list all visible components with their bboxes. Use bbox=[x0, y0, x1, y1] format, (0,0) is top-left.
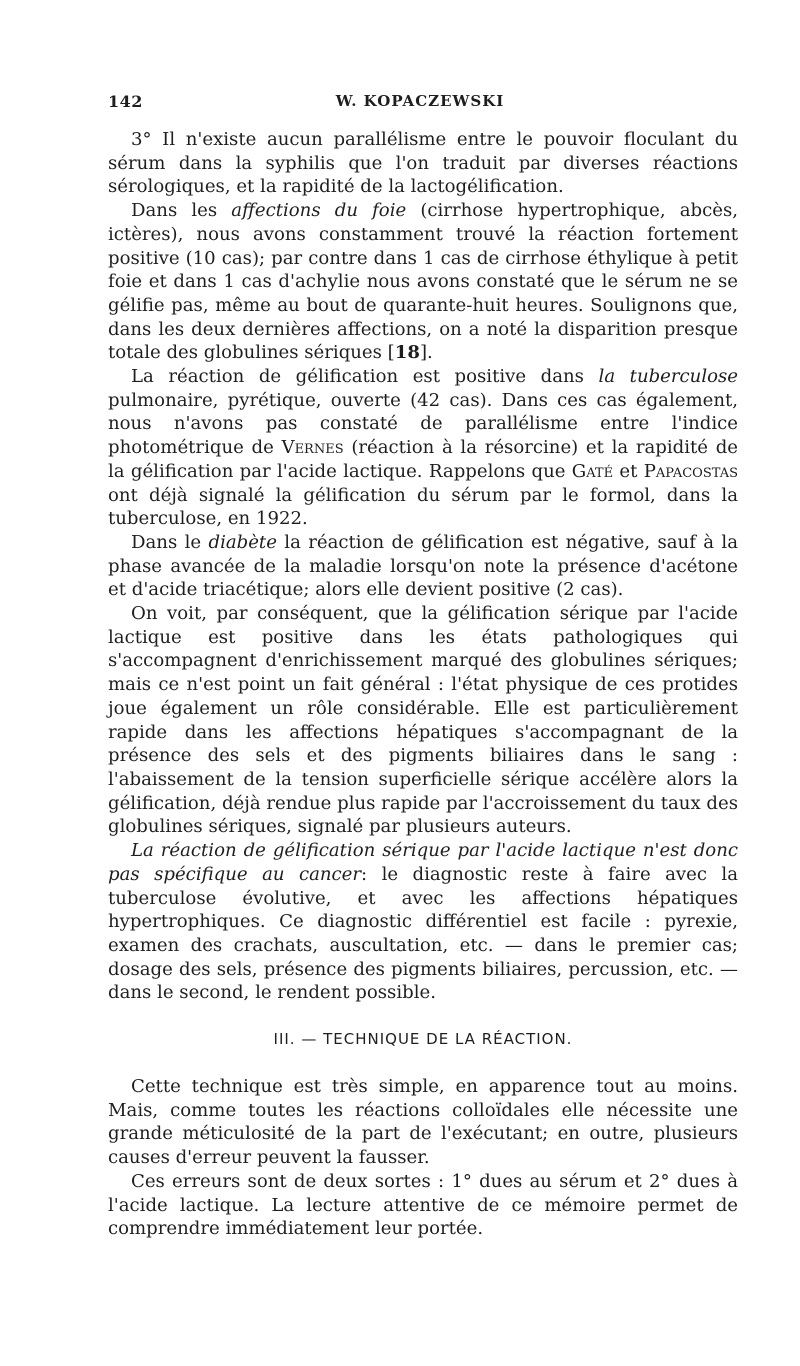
page-number: 142 bbox=[108, 92, 143, 111]
text-run: Dans le bbox=[131, 531, 209, 553]
text-run: pulmonaire, pyrétique, ouverte (42 cas). Dans ces cas également, nous n'avons pas constaté de parallélisme entre l'indice photométrique de bbox=[108, 389, 738, 459]
emphasis-conclusion: La réaction de gélification sérique par l'acide lactique n'est donc pas spécifique au cancer bbox=[108, 840, 738, 885]
page-header bbox=[108, 92, 732, 116]
paragraph-7: Cette technique est très simple, en apparence tout au moins. Mais, comme toutes les réactions colloïdales elle nécessite une grande méticulosité de la part de l'exécutant; en outre, plusieurs causes d'erreur peuvent la fausser. bbox=[108, 1076, 738, 1169]
text-run: dues à l'acide lactique. La lecture attentive de ce mémoire permet de comprendre immédiatement leur portée. bbox=[108, 1170, 738, 1240]
text-run: et bbox=[613, 460, 644, 482]
paragraph-8 bbox=[108, 1170, 738, 1241]
paragraph-1: 3° Il n'existe aucun parallélisme entre le pouvoir floculant du sérum dans la syphilis que l'on traduit par diverses réactions sérologiques, et la rapidité de la lactogélification. bbox=[108, 129, 738, 198]
author-vernes: Vernes bbox=[281, 437, 344, 459]
author-gate: Gaté bbox=[571, 460, 614, 482]
emphasis-tuberculose: la tuberculose bbox=[598, 366, 738, 388]
paragraph-4 bbox=[108, 531, 738, 602]
section-title: III. — TECHNIQUE DE LA RÉACTION. bbox=[273, 1030, 573, 1049]
paragraph-2 bbox=[108, 199, 738, 365]
text-run: (réaction à la résorcine) et la rapidité de la gélification par l'acide lactique. Rappelons que bbox=[108, 437, 739, 482]
text-run: ont déjà signalé la gélification du sérum par le formol, dans la tuberculose, en 1922. bbox=[108, 484, 738, 530]
text-run: (cirrhose hypertrophique, abcès, ictères), nous avons constamment trouvé la réaction fortement positive (10 cas); par contre dans 1 cas de cirrhose éthylique à petit foie et dans 1 cas d'achylie nous avons constaté que le sérum ne se gélifie pas, même au bout de quarante-huit heures. Soulignons que, dans les deux dernières affections, on a noté la disparition presque totale des globulines sériques [ bbox=[108, 200, 738, 364]
text-run: Ces erreurs sont de deux sortes : bbox=[131, 1170, 452, 1192]
body-text bbox=[108, 128, 738, 1241]
emphasis-diabete: diabète bbox=[208, 531, 277, 553]
reference-18: 18 bbox=[394, 342, 420, 364]
ordinal-1: 1° bbox=[451, 1170, 472, 1192]
paragraph-5: On voit, par conséquent, que la gélification sérique par l'acide lactique est positive dans les états pathologiques qui s'accompagnent d'enrichissement marqué des globulines sériques; mais ce n'est point un fait général : l'état physique de ces protides joue également un rôle considérable. Elle est particulièrement rapide dans les affections hépatiques s'accompagnant de la présence des sels et des pigments biliaires dans le sang : l'abaissement de la tension superficielle sérique accélère alors la gélification, déjà rendue plus rapide par l'accroissement du taux des globulines sériques, signalé par plusieurs auteurs. bbox=[108, 603, 738, 838]
text-run: : le diagnostic reste à faire avec la tuberculose évolutive, et avec les affections hépatiques hypertrophiques. Ce diagnostic différentiel est facile : pyrexie, examen des crachats, auscultation, etc. — dans le premier cas; dosage des sels, présence des pigments biliaires, percussion, etc. — dans le second, le rendent possible. bbox=[108, 863, 738, 1004]
paragraph-6 bbox=[108, 839, 738, 1005]
text-run: dues au sérum et bbox=[471, 1170, 649, 1192]
text-run: La réaction de gélification est positive dans bbox=[131, 366, 599, 388]
author-papacostas: Papacostas bbox=[643, 460, 738, 482]
ordinal-2: 2° bbox=[649, 1170, 670, 1192]
text-run: la réaction de gélification est négative, sauf à la phase avancée de la maladie lorsqu'on note la présence d'acétone et d'acide triacétique; alors elle devient positive (2 cas). bbox=[108, 531, 738, 601]
running-head: W. KOPACZEWSKI bbox=[335, 92, 505, 110]
paragraph-3 bbox=[108, 365, 738, 531]
emphasis-affections-du-foie: affections du foie bbox=[231, 200, 407, 222]
text-run: ]. bbox=[419, 342, 433, 364]
text-run: Dans les bbox=[131, 200, 232, 222]
